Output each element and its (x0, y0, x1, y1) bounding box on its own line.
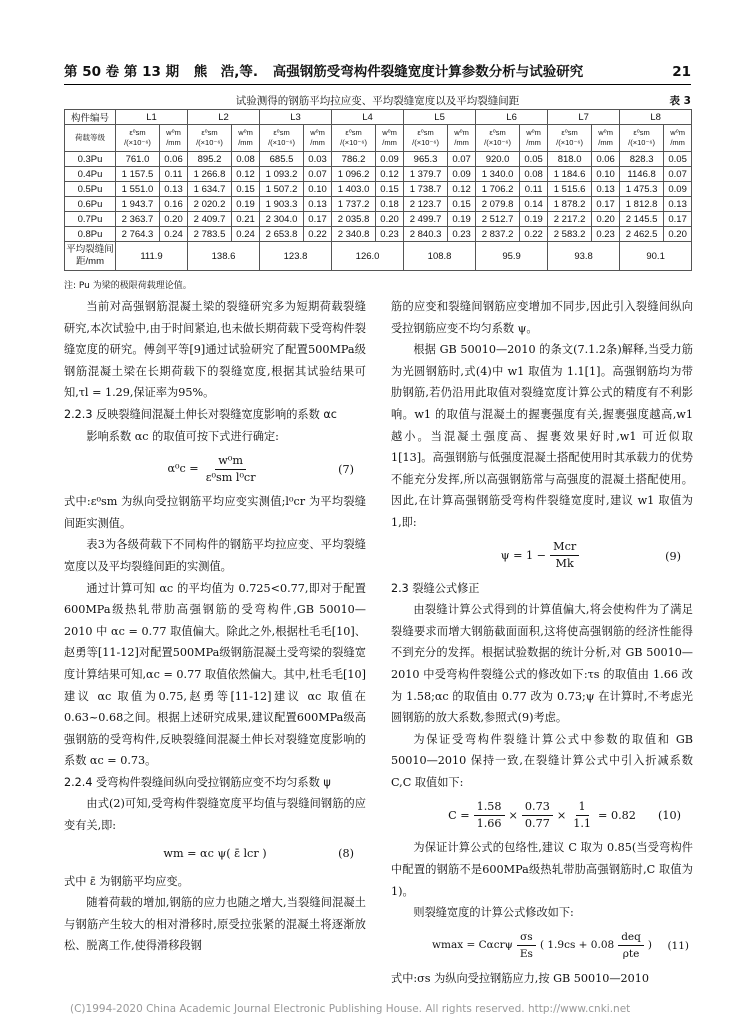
equation-number: (11) (667, 939, 689, 952)
table-cell: 0.15 (376, 182, 404, 197)
table-cell: 1 340.0 (476, 167, 520, 182)
eq-numerator: 0.73 (522, 799, 553, 816)
spacing-cell: 90.1 (620, 242, 692, 271)
table-cell: 1 266.8 (188, 167, 232, 182)
eq-lhs: C = (448, 808, 470, 822)
table-cell: 0.13 (592, 182, 620, 197)
table-cell: 2 583.2 (548, 227, 592, 242)
unit-width: /mm (310, 138, 325, 147)
unit-cell-width (520, 125, 548, 152)
table-cell: 2 304.0 (260, 212, 304, 227)
unit-width: /mm (454, 138, 469, 147)
table-cell: 1 551.0 (116, 182, 160, 197)
table-cell: 0.13 (160, 182, 188, 197)
equation-7 (64, 449, 366, 489)
spacing-cell: 138.6 (188, 242, 260, 271)
unit-strain: /(×10⁻⁶) (412, 138, 439, 147)
table-cell: 2 764.3 (116, 227, 160, 242)
table-label: 表 3 (669, 95, 691, 107)
equation-number: (9) (665, 549, 681, 563)
paragraph: 由裂缝计算公式得到的计算值偏大,将会使构件为了满足裂缝要求而增大钢筋截面面积,这将使高强钢筋的经济性能得不到充分的发挥。根据试验数据的统计分析,对 GB 50010—2010 中受弯构件裂缝公式的修改如下:τs 的取值由 1.66 改为 1.58;αc 的取值由 0.77 改为 0.73;ψ 在计算时,不考虑光圆钢筋的放大系数,参照式(9)考虑。 (391, 603, 693, 725)
table-group-header: L8 (620, 110, 692, 125)
table-cell: 0.13 (304, 197, 332, 212)
eq-numerator: σs (517, 929, 536, 946)
paragraph: 为保证受弯构件裂缝计算公式中参数的取值和 GB 50010—2010 保持一致,在裂缝计算公式中引入折减系数 C,C 取值如下: (391, 732, 693, 789)
equation-number: (10) (658, 809, 681, 823)
unit-cell-strain (548, 125, 592, 152)
table-cell: 0.23 (448, 227, 476, 242)
table-cell: 0.19 (520, 212, 548, 227)
unit-width: /mm (526, 138, 541, 147)
eq-numerator: deq (618, 929, 644, 946)
table-cell: 1 903.3 (260, 197, 304, 212)
table-header-row (65, 110, 692, 125)
spacing-cell: 95.9 (476, 242, 548, 271)
unit-strain: /(×10⁻⁶) (484, 138, 511, 147)
unit-strain: /(×10⁻⁶) (268, 138, 295, 147)
eq-denominator: 1.66 (476, 816, 502, 830)
eq-numerator: 1.58 (474, 799, 505, 816)
table-cell: 0.05 (520, 152, 548, 167)
running-header (64, 58, 691, 85)
table-group-header: L6 (476, 110, 548, 125)
table-cell: 0.21 (232, 212, 260, 227)
sub-header-width: w⁰m (166, 128, 181, 137)
table-group-header: L3 (260, 110, 332, 125)
table-cell: 1 096.2 (332, 167, 376, 182)
section-heading: 2.2.3 反映裂缝间混凝土伸长对裂缝宽度影响的系数 αc (64, 407, 337, 421)
spacing-cell: 123.8 (260, 242, 332, 271)
paragraph: 表3为各级荷载下不同构件的钢筋平均拉应变、平均裂缝宽度以及平均裂缝间距的实测值。 (64, 538, 366, 573)
equation-number: (8) (338, 846, 354, 860)
eq-denominator: Es (519, 948, 533, 961)
sub-header-strain: ε⁰sm (201, 128, 218, 137)
spacing-cell: 93.8 (548, 242, 620, 271)
table-cell: 0.03 (304, 152, 332, 167)
unit-cell-width (448, 125, 476, 152)
sub-header-width: w⁰m (454, 128, 469, 137)
spacing-label: 平均裂缝间距/mm (65, 242, 116, 271)
page-number: 21 (672, 64, 691, 80)
table-cell: 0.17 (592, 197, 620, 212)
paragraph: 根据 GB 50010—2010 的条文(7.1.2条)解释,当受力筋为光圆钢筋时,式(4)中 w1 取值为 1.1[1]。高强钢筋均为带肋钢筋,若仍沿用此取值对裂缝宽度计算公式的精度有不利影响。w1 的取值与混凝土的握裹强度有关,握裹强度越高,w1 越小。当混凝土强度高、握裹效果好时,w1 可近似取 1[13]。高强钢筋与低强度混凝土搭配使用时其承载力的优势不能充分发挥,所以高强钢筋常与高强度的混凝土搭配使用。因此,在计算高强钢筋受弯构件裂缝宽度时,建议 w1 取值为 1,即: (391, 343, 693, 529)
load-level-cell: 0.3Pu (65, 152, 116, 167)
table-cell: 1 634.7 (188, 182, 232, 197)
section-heading: 2.3 裂缝公式修正 (391, 581, 480, 595)
eq-fraction (570, 799, 594, 832)
table-cell: 895.2 (188, 152, 232, 167)
paragraph: 由式(2)可知,受弯构件裂缝宽度平均值与裂缝间钢筋的应变有关,即: (64, 797, 366, 833)
table-cell: 1 403.0 (332, 182, 376, 197)
table-caption (64, 93, 691, 109)
sub-header-strain: ε⁰sm (489, 128, 506, 137)
table-cell: 0.07 (664, 167, 692, 182)
table-cell: 1 379.7 (404, 167, 448, 182)
journal-issue: 第 50 卷 第 13 期 (64, 64, 180, 80)
eq-numerator: 1 (576, 799, 589, 816)
table-cell: 786.2 (332, 152, 376, 167)
sub-header-width: w⁰m (238, 128, 253, 137)
table-cell: 2 653.8 (260, 227, 304, 242)
table-cell: 1 507.2 (260, 182, 304, 197)
unit-cell-width (376, 125, 404, 152)
table-cell: 2 837.2 (476, 227, 520, 242)
table-cell: 0.19 (232, 197, 260, 212)
table-cell: 0.20 (376, 212, 404, 227)
paragraph: 通过计算可知 αc 的平均值为 0.725<0.77,即对于配置600MPa级热轧带肋高强钢筋的受弯构件,GB 50010—2010 中 αc = 0.77 取值偏大。除此之外,根据杜毛毛[10]、赵勇等[11-12]对配置500MPa级钢筋混凝土受弯梁的裂缝宽度计算结果可知,αc = 0.77 取值依然偏大。其中,杜毛毛[10]建议 αc 取值为0.75,赵勇等[11-12]建议 αc 取值在0.63~0.68之间。根据上述研究成果,建议配置600MPa级高强钢筋的受弯构件,反映裂缝间混凝土伸长对裂缝宽度影响的系数 αc = 0.73。 (64, 581, 366, 768)
left-column (64, 296, 366, 957)
table-cell: 0.22 (520, 227, 548, 242)
table-cell: 0.11 (520, 182, 548, 197)
sub-header-strain: ε⁰sm (633, 128, 650, 137)
table-cell: 1 157.5 (116, 167, 160, 182)
sub-header-strain: ε⁰sm (561, 128, 578, 137)
table-cell: 2 512.7 (476, 212, 520, 227)
equation-number: (7) (338, 463, 354, 477)
table-cell: 0.07 (304, 167, 332, 182)
load-level-cell: 0.4Pu (65, 167, 116, 182)
table-unit-row (65, 125, 692, 152)
table-cell: 761.0 (116, 152, 160, 167)
table-cell: 2 340.8 (332, 227, 376, 242)
unit-width: /mm (670, 138, 685, 147)
section-heading: 2.2.4 受弯构件裂缝间纵向受拉钢筋应变不均匀系数 ψ (64, 775, 331, 789)
unit-width: /mm (382, 138, 397, 147)
paragraph: 当前对高强钢筋混凝土梁的裂缝研究多为短期荷载裂缝研究,本次试验中,由于时间紧迫,也未做长期荷载下受弯构件裂缝宽度的研究。傅剑平等[9]通过试验研究了配置500MPa级钢筋混凝土梁在长期荷载下的裂缝宽度,根据其试验结果可知,τl = 1.29,保证率为95%。 (64, 300, 366, 400)
header-left (64, 60, 583, 80)
table-cell: 1 878.2 (548, 197, 592, 212)
table-cell: 2 145.5 (620, 212, 664, 227)
paragraph: 筋的应变和裂缝间钢筋应变增加不同步,因此引入裂缝间纵向受拉钢筋应变不均匀系数 ψ。 (391, 300, 693, 335)
table-cell: 0.11 (160, 167, 188, 182)
table-cell: 2 020.2 (188, 197, 232, 212)
sub-header-width: w⁰m (526, 128, 541, 137)
table-cell: 828.3 (620, 152, 664, 167)
eq-fraction (550, 539, 579, 572)
unit-cell-strain (116, 125, 160, 152)
table-cell: 2 462.5 (620, 227, 664, 242)
unit-width: /mm (238, 138, 253, 147)
unit-cell-strain (260, 125, 304, 152)
unit-cell-width (232, 125, 260, 152)
table-group-header: L2 (188, 110, 260, 125)
table-cell: 0.17 (304, 212, 332, 227)
table-group-header: L5 (404, 110, 476, 125)
table-row (65, 212, 692, 227)
paragraph: 随着荷载的增加,钢筋的应力也随之增大,当裂缝间混凝土与钢筋产生较大的相对滑移时,原受拉张紧的混凝土将逐渐放松、脱离工作,使得滑移段钢 (64, 896, 366, 953)
eq-denominator: Mk (555, 557, 574, 571)
eq-fraction (474, 799, 505, 832)
unit-cell-strain (188, 125, 232, 152)
sub-header-strain: ε⁰sm (345, 128, 362, 137)
table-group-header: L1 (116, 110, 188, 125)
table-cell: 2 409.7 (188, 212, 232, 227)
table-group-header: L7 (548, 110, 620, 125)
header-authors: 熊 浩,等. (193, 64, 259, 80)
sub-header-width: w⁰m (382, 128, 397, 137)
spacing-cell: 111.9 (116, 242, 188, 271)
unit-cell-width (664, 125, 692, 152)
unit-cell-strain (476, 125, 520, 152)
table-row (65, 227, 692, 242)
table-cell: 0.23 (592, 227, 620, 242)
table-cell: 0.20 (592, 212, 620, 227)
load-level-cell: 0.6Pu (65, 197, 116, 212)
load-level-cell: 0.8Pu (65, 227, 116, 242)
table-cell: 0.12 (232, 167, 260, 182)
unit-strain: /(×10⁻⁶) (340, 138, 367, 147)
table-cell: 1 184.6 (548, 167, 592, 182)
eq-rhs: = 0.82 (598, 808, 636, 822)
table-cell: 2 079.8 (476, 197, 520, 212)
watermark: (C)1994-2020 China Academic Journal Electronic Publishing House. All rights reserved. http://www.cnki.net (70, 1003, 631, 1015)
table-cell: 1 515.6 (548, 182, 592, 197)
table-cell: 2 035.8 (332, 212, 376, 227)
paragraph: 影响系数 αc 的取值可按下式进行确定: (86, 429, 279, 443)
table-cell: 1 706.2 (476, 182, 520, 197)
table-row (65, 152, 692, 167)
eq-lhs: ψ = 1 − (500, 548, 547, 562)
table-cell: 0.10 (304, 182, 332, 197)
paragraph: 式中:σs 为纵向受拉钢筋应力,按 GB 50010—2010 (391, 971, 650, 985)
spacing-cell: 126.0 (332, 242, 404, 271)
table-cell: 1 093.2 (260, 167, 304, 182)
sub-header-strain: ε⁰sm (273, 128, 290, 137)
unit-strain: /(×10⁻⁶) (124, 138, 151, 147)
eq-end: ) (647, 939, 652, 952)
table-head-specimen: 构件编号 (65, 110, 116, 125)
eq-fraction (618, 929, 644, 962)
table-head-load: 荷载等级 (65, 125, 116, 152)
table-cell: 0.12 (376, 167, 404, 182)
table-row (65, 167, 692, 182)
equation-8 (64, 839, 366, 869)
load-level-cell: 0.7Pu (65, 212, 116, 227)
eq-denominator: 1.1 (573, 816, 592, 830)
data-table (64, 109, 692, 271)
table-cell: 2 499.7 (404, 212, 448, 227)
paragraph: 式中 ε̄ 为钢筋平均应变。 (64, 874, 189, 888)
eq-body: wm = αc ψ( ε̄ lcr ) (163, 846, 267, 860)
table-cell: 2 363.7 (116, 212, 160, 227)
table-cell: 2 783.5 (188, 227, 232, 242)
unit-strain: /(×10⁻⁶) (196, 138, 223, 147)
unit-cell-width (592, 125, 620, 152)
table-title: 试验测得的钢筋平均拉应变、平均裂缝宽度以及平均裂缝间距 (235, 95, 520, 107)
eq-denominator: ε⁰sm l⁰cr (205, 470, 256, 484)
spacing-cell: 108.8 (404, 242, 476, 271)
table-row (65, 182, 692, 197)
sub-header-strain: ε⁰sm (129, 128, 146, 137)
paragraph: 为保证计算公式的包络性,建议 C 取为 0.85(当受弯构件中配置的钢筋不是600MPa级热轧带肋高强钢筋时,C 取值为 1)。 (391, 841, 693, 898)
unit-cell-strain (404, 125, 448, 152)
sub-header-width: w⁰m (598, 128, 613, 137)
table-cell: 0.09 (448, 167, 476, 182)
paragraph: 则裂缝宽度的计算公式修改如下: (413, 906, 574, 920)
table-cell: 1 738.7 (404, 182, 448, 197)
table-cell: 0.09 (664, 182, 692, 197)
table-cell: 0.08 (520, 167, 548, 182)
unit-cell-strain (332, 125, 376, 152)
table-cell: 2 840.3 (404, 227, 448, 242)
right-column (391, 296, 693, 989)
sub-header-width: w⁰m (670, 128, 685, 137)
equation-11 (391, 926, 693, 966)
table-cell: 0.16 (160, 197, 188, 212)
table-cell: 0.12 (448, 182, 476, 197)
unit-strain: /(×10⁻⁶) (628, 138, 656, 147)
unit-cell-width (304, 125, 332, 152)
table-cell: 0.19 (448, 212, 476, 227)
sub-header-strain: ε⁰sm (417, 128, 434, 137)
table-row (65, 197, 692, 212)
table-cell: 0.13 (664, 197, 692, 212)
table-cell: 0.06 (592, 152, 620, 167)
table-group-header: L4 (332, 110, 404, 125)
table-cell: 2 123.7 (404, 197, 448, 212)
table-cell: 0.05 (664, 152, 692, 167)
table-cell: 0.07 (448, 152, 476, 167)
eq-numerator: w⁰m (215, 453, 246, 470)
table-cell: 0.22 (304, 227, 332, 242)
table-cell: 0.06 (160, 152, 188, 167)
table-cell: 0.10 (592, 167, 620, 182)
eq-lhs: wmax = Cαcrψ (432, 939, 513, 952)
table-cell: 965.3 (404, 152, 448, 167)
table-cell: 920.0 (476, 152, 520, 167)
table-note: 注: Pu 为梁的极限荷载理论值。 (64, 281, 192, 291)
table-cell: 1146.8 (620, 167, 664, 182)
eq-fraction (203, 453, 259, 486)
eq-fraction (517, 929, 536, 962)
table-cell: 0.18 (376, 197, 404, 212)
eq-denominator: ρte (622, 948, 640, 961)
table-cell: 0.17 (664, 212, 692, 227)
table-cell: 0.23 (376, 227, 404, 242)
table-cell: 2 217.2 (548, 212, 592, 227)
table-cell: 0.24 (160, 227, 188, 242)
unit-cell-width (160, 125, 188, 152)
table-cell: 1 943.7 (116, 197, 160, 212)
table-cell: 0.09 (376, 152, 404, 167)
header-title: 高强钢筋受弯构件裂缝宽度计算参数分析与试验研究 (272, 64, 584, 80)
table-cell: 818.0 (548, 152, 592, 167)
unit-cell-strain (620, 125, 664, 152)
unit-width: /mm (598, 138, 613, 147)
unit-width: /mm (166, 138, 181, 147)
table-cell: 0.20 (160, 212, 188, 227)
eq-numerator: Mcr (550, 539, 579, 556)
table-cell: 0.14 (520, 197, 548, 212)
table-cell: 0.08 (232, 152, 260, 167)
equation-9 (391, 536, 693, 576)
table-spacing-row (65, 242, 692, 271)
eq-denominator: 0.77 (524, 816, 550, 830)
eq-lhs: α⁰c = (167, 462, 199, 476)
equation-10: C = $\frac{1.58}{1.66}$ × $\frac{0.73}{0.77}$ × $\frac{1}{1.1}$ = 0.82 (10) (448, 799, 681, 830)
table-cell: 1 812.8 (620, 197, 664, 212)
table-cell: 0.15 (448, 197, 476, 212)
table-cell: 1 737.2 (332, 197, 376, 212)
table-cell: 685.5 (260, 152, 304, 167)
load-level-cell: 0.5Pu (65, 182, 116, 197)
paragraph: 式中:ε⁰sm 为纵向受拉钢筋平均应变实测值;l⁰cr 为平均裂缝间距实测值。 (64, 495, 366, 530)
table-cell: 0.24 (232, 227, 260, 242)
table-cell: 0.15 (232, 182, 260, 197)
table-body (65, 152, 692, 242)
table-cell: 0.20 (664, 227, 692, 242)
table-cell: 1 475.3 (620, 182, 664, 197)
eq-mid: ( 1.9cs + 0.08 (539, 939, 615, 952)
sub-header-width: w⁰m (310, 128, 325, 137)
eq-fraction (522, 799, 553, 832)
unit-strain: /(×10⁻⁶) (556, 138, 584, 147)
